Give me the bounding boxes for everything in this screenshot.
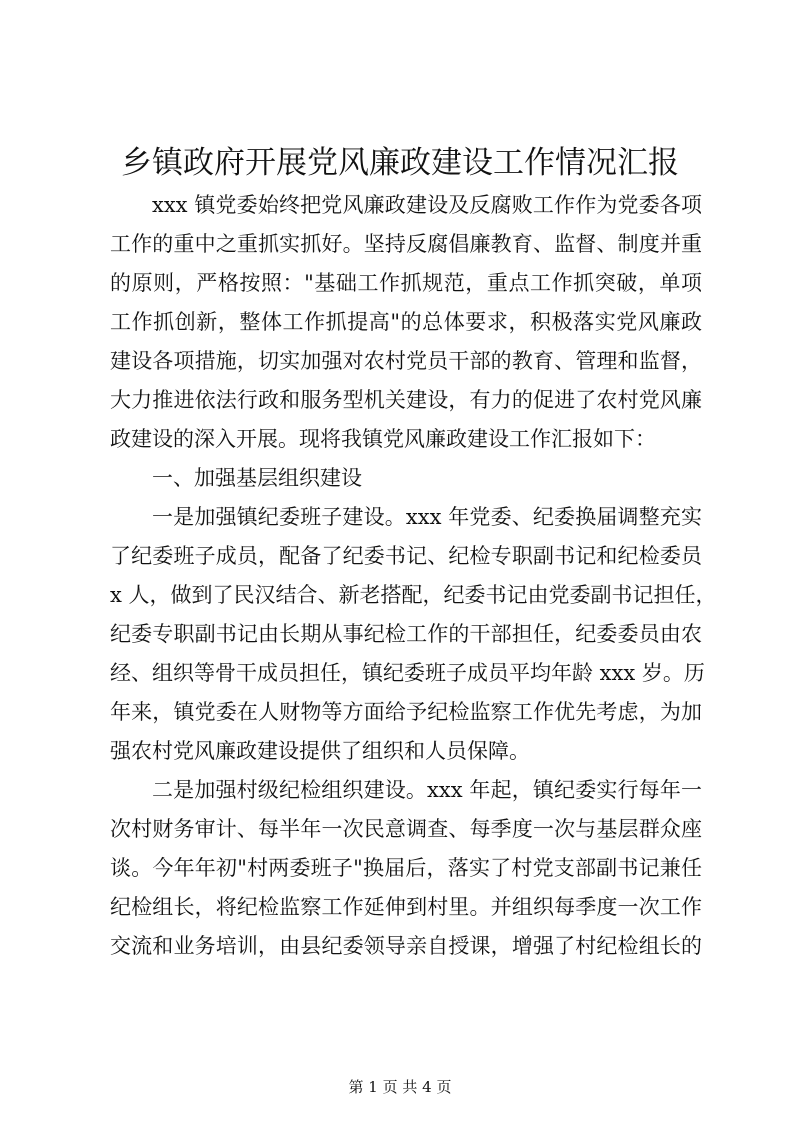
body-line: 政建设的深入开展。现将我镇党风廉政建设工作汇报如下： — [110, 427, 656, 451]
body-line: 谈。今年年初"村两委班子"换届后，落实了村党支部副书记兼任 — [110, 856, 702, 880]
page-number-footer: 第 1 页 共 4 页 — [348, 1078, 452, 1096]
body-line: 工作抓创新，整体工作抓提高"的总体要求，积极落实党风廉政 — [110, 310, 702, 334]
body-line: x 人，做到了民汉结合、新老搭配，纪委书记由党委副书记担任， — [110, 583, 717, 607]
body-line: 工作的重中之重抓实抓好。坚持反腐倡廉教育、监督、制度并重 — [110, 232, 702, 256]
body-line: 的原则，严格按照："基础工作抓规范，重点工作抓突破，单项 — [110, 271, 702, 295]
body-line: 大力推进依法行政和服务型机关建设，有力的促进了农村党风廉 — [110, 388, 702, 412]
section-heading: 一、加强基层组织建设 — [152, 466, 362, 490]
body-line: 交流和业务培训，由县纪委领导亲自授课，增强了村纪检组长的 — [110, 934, 702, 958]
body-line: 次村财务审计、每半年一次民意调查、每季度一次与基层群众座 — [110, 817, 702, 841]
body-line: 纪委专职副书记由长期从事纪检工作的干部担任，纪委委员由农 — [110, 622, 702, 646]
body-line: 年来，镇党委在人财物等方面给予纪检监察工作优先考虑，为加 — [110, 700, 702, 724]
body-line: 建设各项措施，切实加强对农村党员干部的教育、管理和监督， — [110, 349, 702, 373]
body-line: 强农村党风廉政建设提供了组织和人员保障。 — [110, 739, 530, 763]
document-title: 乡镇政府开展党风廉政建设工作情况汇报 — [121, 145, 679, 181]
body-line: 经、组织等骨干成员担任，镇纪委班子成员平均年龄 xxx 岁。历 — [110, 661, 705, 685]
body-line: 了纪委班子成员，配备了纪委书记、纪检专职副书记和纪检委员 — [110, 544, 702, 568]
body-line: 二是加强村级纪检组织建设。xxx 年起，镇纪委实行每年一 — [152, 778, 702, 802]
body-line: 一是加强镇纪委班子建设。xxx 年党委、纪委换届调整充实 — [152, 505, 702, 529]
body-line: xxx 镇党委始终把党风廉政建设及反腐败工作作为党委各项 — [152, 193, 702, 217]
document-body — [110, 186, 717, 966]
body-line: 纪检组长，将纪检监察工作延伸到村里。并组织每季度一次工作 — [110, 895, 702, 919]
